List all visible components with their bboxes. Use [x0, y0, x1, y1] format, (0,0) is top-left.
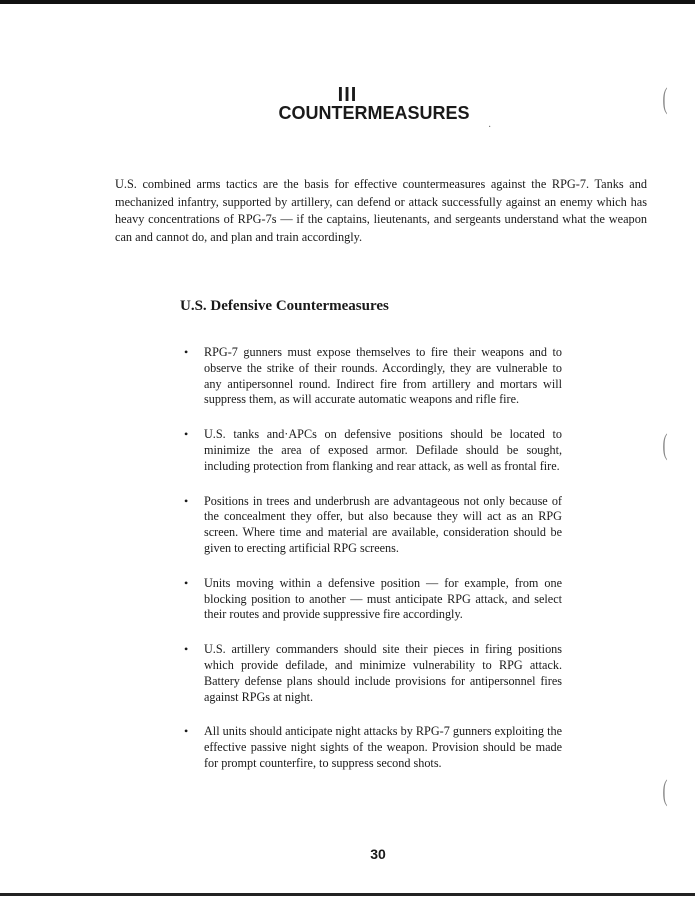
- chapter-number: III: [337, 84, 358, 106]
- list-item: [182, 642, 562, 705]
- scan-speck: ·: [488, 122, 492, 133]
- list-item: [182, 345, 562, 408]
- bullet-icon: •: [184, 724, 189, 739]
- bullet-icon: •: [184, 642, 189, 657]
- section-heading: U.S. Defensive Countermeasures: [180, 298, 389, 314]
- bullet-icon: •: [184, 345, 189, 359]
- bullet-icon: •: [184, 427, 189, 442]
- page-number: 30: [370, 846, 386, 862]
- bottom-border-rule: [0, 893, 695, 896]
- binder-hole-mark-bottom: (: [662, 774, 668, 807]
- bullet-text: Units moving within a defensive position — for example, from one blocking position to another — must anticipate RPG attack, and select their routes and provide suppressive fire accordingly.: [204, 575, 562, 622]
- bullet-text: Positions in trees and underbrush are advantageous not only because of the concealment they offer, but also because they will act as an RPG screen. Where time and material are available, consideration should be given to erecting artificial RPG screens.: [204, 493, 562, 555]
- bullet-list: [182, 345, 562, 791]
- chapter-title: COUNTERMEASURES: [278, 103, 470, 123]
- intro-paragraph: U.S. combined arms tactics are the basis for effective countermeasures against the RPG-7. Tanks and mechanized infantry, supported by artillery, can defend or attack successfully against an enemy which has heavy concentrations of RPG-7s — if the captains, lieutenants, and sergeants understand what the weapon can and cannot do, and plan and train accordingly.: [115, 177, 647, 244]
- list-item: [182, 427, 562, 474]
- top-border-rule: [0, 0, 695, 4]
- bullet-text: U.S. tanks and·APCs on defensive positions should be located to minimize the area of exposed armor. Defilade should be sought, including protection from flanking and rear attack, as well as frontal fire.: [204, 427, 562, 473]
- binder-hole-mark-middle: (: [662, 428, 668, 461]
- bullet-text: All units should anticipate night attacks by RPG-7 gunners exploiting the effective passive night sights of the weapon. Provision should be made for prompt counterfire, to suppress second shots.: [204, 724, 562, 770]
- bullet-icon: •: [184, 575, 189, 590]
- list-item: [182, 576, 562, 623]
- list-item: [182, 494, 562, 557]
- binder-hole-mark-top: (: [662, 82, 668, 115]
- bullet-icon: •: [184, 493, 189, 508]
- bullet-text: RPG-7 gunners must expose themselves to fire their weapons and to observe the strike of their rounds. Accordingly, they are vulnerable to any antipersonnel round. Indirect fire from artillery and mortars will suppress them, as will accurate automatic weapons and rifle fire.: [204, 345, 562, 407]
- list-item: [182, 724, 562, 771]
- bullet-text: U.S. artillery commanders should site their pieces in firing positions which provide defilade, and minimize vulnerability to RPG attack. Battery defense plans should include provisions for antipersonnel fires against RPGs at night.: [204, 642, 562, 704]
